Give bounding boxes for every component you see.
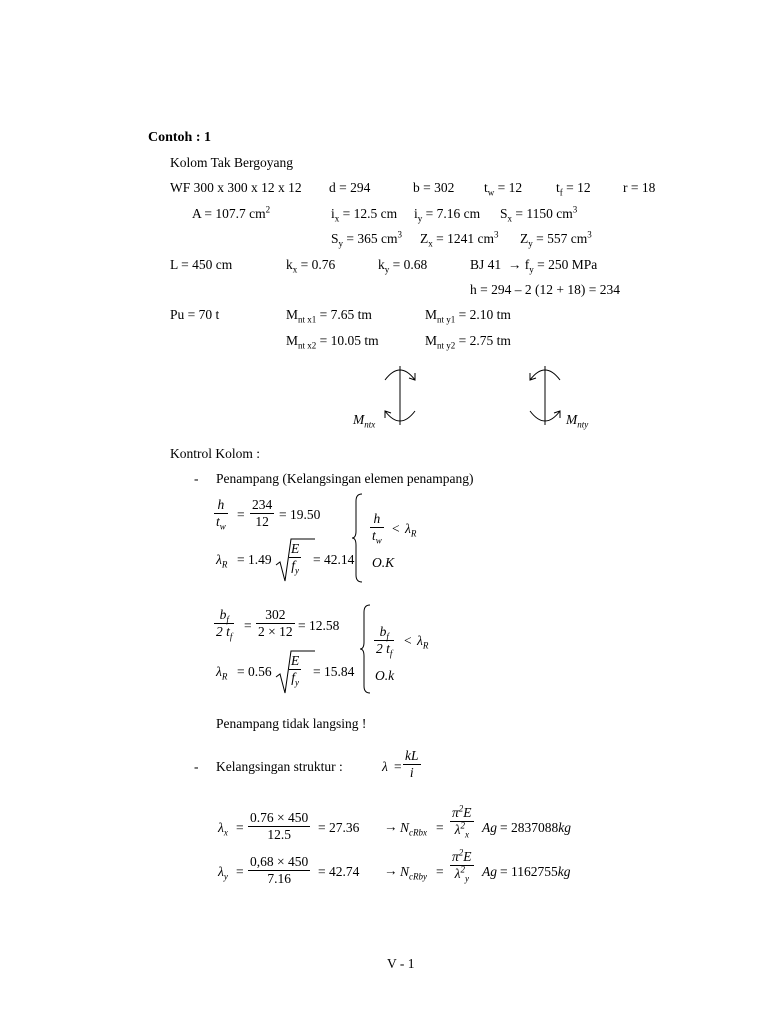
frac-lambda-x: $\frac{0.76 \times 450}{12.5}$ [250,810,309,842]
h-calc: h = 294 – 2 (12 + 18) = 234 [470,282,620,297]
section-d: d = 294 [329,180,371,195]
prop-ix: $i_x = 12.5$ cm [331,206,398,224]
frac-euler-y: $\frac{\pi^2E}{\lambda^2_y}$ [452,847,472,884]
section-tf: $t_f = 12$ [556,180,591,198]
moment-y1: $M_{nt y1} = 2.10$ tm [425,307,511,325]
eq-sign: = [436,864,444,879]
flange-ratio-result: = 12.58 [298,618,340,633]
page-number: V - 1 [387,956,415,971]
lambda-y-result: = 42.74 [318,864,360,879]
cond-lambda-r: $\lambda_R$ [417,633,429,651]
bullet-dash: - [194,471,199,486]
frac-euler-x: $\frac{\pi^2E}{\lambda^2_x}$ [452,803,472,840]
section-b: b = 302 [413,180,455,195]
lt-sign: < [404,633,412,648]
moment-x2: $M_{nt x2} = 10.05$ tm [286,333,379,351]
steel-grade: BJ $41 \to f_y = 250$ MPa [470,257,598,275]
lambda-r-web-result: = 42.14 [313,552,355,567]
web-ok: O.K [372,555,395,570]
page-title: Contoh : 1 [148,130,212,145]
Ag: Ag [482,820,497,835]
frac-lambda-y: $\frac{0,68 \times 450}{7.16}$ [250,854,309,886]
prop-Zy: $Z_y = 557$ $cm^3$ [520,229,592,249]
curly-brace [360,604,374,694]
prop-A: A = 107.7 $cm^2$ [192,204,271,221]
frac-kL-i: $\frac{kL}{i}$ [405,748,419,780]
cond-lambda-r: $\lambda_R$ [405,521,417,539]
bullet-dash: - [194,759,199,774]
label-mntx: $M_{ntx}$ [353,412,376,430]
frac-h-tw: $\frac{h}{t_w}$ [216,497,226,532]
subtitle: Kolom Tak Bergoyang [170,155,294,170]
moment-x1: $M_{nt x1} = 7.65$ tm [286,307,372,325]
Ncr-by: $N_{cRby}$ [400,864,428,882]
conclusion-not-slender: Penampang tidak langsing ! [216,716,367,731]
ky: $k_y = 0.68$ [378,257,428,275]
eq-sign: = [236,820,244,835]
frac-302-2x12: $\frac{302}{2 \times 12}$ [258,607,293,639]
Ncr-by-result: = 1162755kg [500,864,571,879]
arrow: → [384,819,398,834]
frac-E-fy: $\frac{E}{f_y}$ [291,541,300,576]
cond-frac-bf-2tf: $\frac{b_f}{2 t_f}$ [376,624,393,659]
arrow: → [384,863,398,878]
section-heading-kontrol: Kontrol Kolom : [170,446,260,461]
penampang-heading: Penampang (Kelangsingan elemen penampang) [216,471,474,486]
eq-sign: = [237,507,245,522]
lambda-x: $\lambda_x$ [218,820,228,838]
moment-diagram-y [520,358,570,433]
Ncr-bx-result: = 2837088kg [500,820,571,835]
web-ratio-result: = 19.50 [279,507,321,522]
eq-sign: = [394,759,402,774]
moment-diagram-x [375,358,425,433]
label-mnty: $M_{nty}$ [566,412,589,430]
section-wf: WF 300 x 300 x 12 x 12 [170,180,302,195]
frac-bf-2tf: $\frac{b_f}{2 t_f}$ [216,607,233,642]
flange-coef: = 0.56 [237,664,272,679]
section-r: r = 18 [623,180,656,195]
frac-234-12: $\frac{234}{12}$ [252,497,273,529]
prop-Zx: $Z_x = 1241$ $cm^3$ [420,229,499,249]
Ag: Ag [482,864,497,879]
moment-y2: $M_{nt y2} = 2.75$ tm [425,333,511,351]
prop-Sy: $S_y = 365$ $cm^3$ [331,229,402,249]
flange-ok: O.k [375,668,395,683]
struktur-heading: Kelangsingan struktur : [216,759,343,774]
lambda-def: λ [382,759,388,774]
eq-sign: = [236,864,244,879]
section-tw: $t_w = 12$ [484,180,523,198]
lambda-r-web: $\lambda_R$ [216,552,228,570]
web-coef: = 1.49 [237,552,272,567]
prop-Sx: $S_x = 1150$ $cm^3$ [500,204,578,224]
length-L: L = 450 cm [170,257,233,272]
lambda-x-result: = 27.36 [318,820,360,835]
eq-sign: = [244,618,252,633]
curly-brace [352,493,366,583]
eq-sign: = [436,820,444,835]
axial-load: Pu = 70 t [170,307,220,322]
lambda-y: $\lambda_y$ [218,864,228,882]
kx: $k_x = 0.76$ [286,257,336,275]
Ncr-bx: $N_{cRbx}$ [400,820,428,838]
cond-frac-h-tw: $\frac{h}{t_w}$ [372,511,382,546]
frac-E-fy: $\frac{E}{f_y}$ [291,653,300,688]
lambda-r-flange: $\lambda_R$ [216,664,228,682]
lambda-r-flange-result: = 15.84 [313,664,355,679]
lt-sign: < [392,521,400,536]
prop-iy: $i_y = 7.16$ cm [414,206,481,224]
